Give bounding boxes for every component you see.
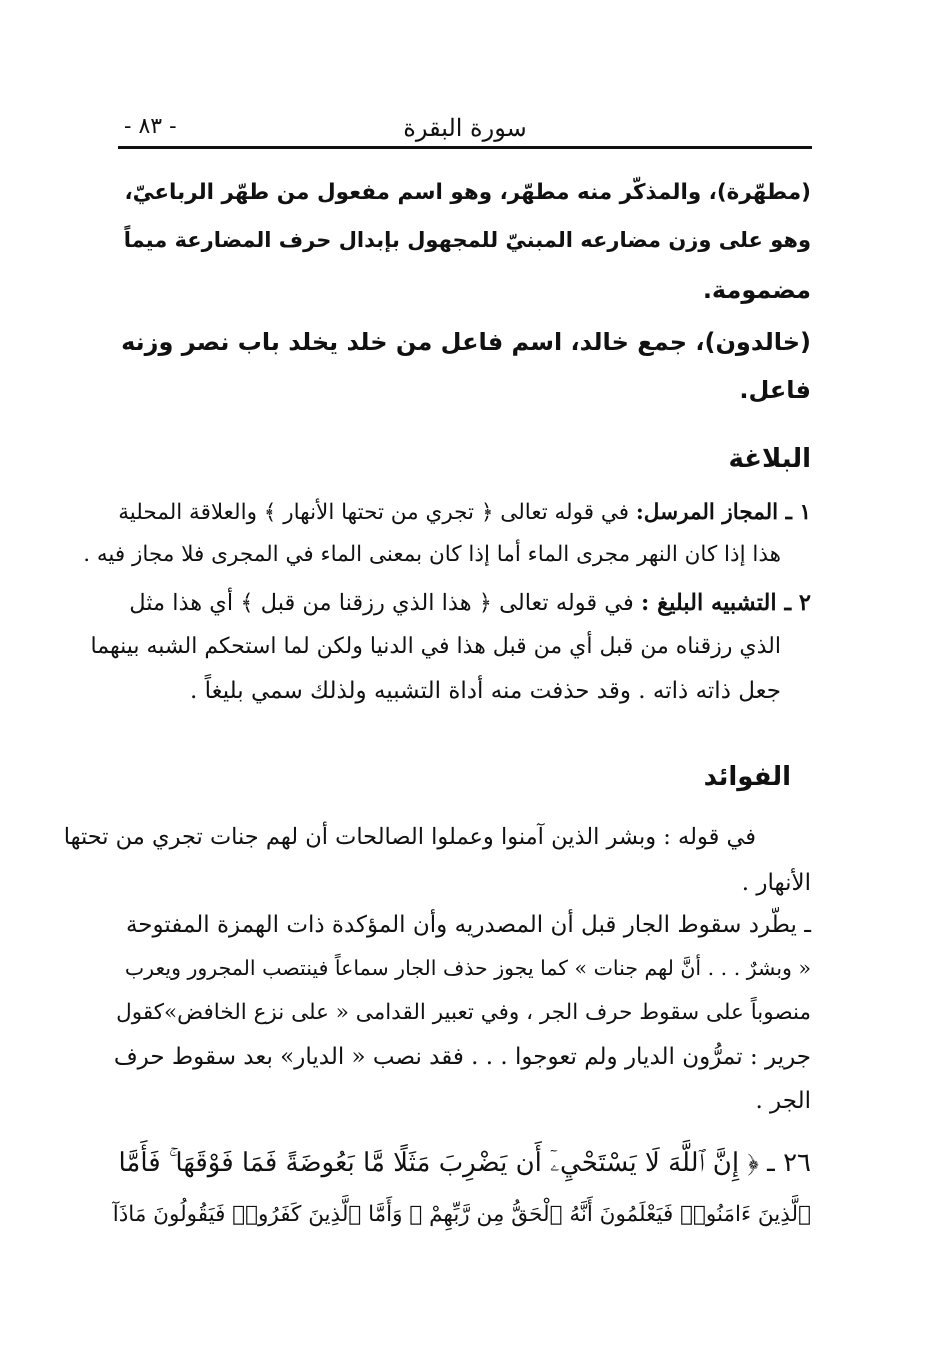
balagha-item-2-line-3: جعل ذاته ذاته . وقد حذفت منه أداة التشبيه ولذلك سمي بليغاً . (190, 678, 781, 704)
morphology-line-1: (مطهّرة)، والمذكّر منه مطهّر، وهو اسم مفعول من طهّر الرباعيّ، (124, 180, 811, 205)
surah-title: سورة البقرة (403, 114, 527, 142)
header-rule (118, 146, 812, 149)
fawaid-line-5: منصوباً على سقوط حرف الجر ، وفي تعبير القدامى « على نزع الخافض»كقول (116, 1000, 811, 1025)
balagha-item-2-title: ٢ ـ التشبيه البليغ : (640, 590, 811, 616)
fawaid-line-2: الأنهار . (741, 870, 811, 896)
balagha-item-1 (118, 500, 811, 525)
page-header (118, 112, 812, 148)
fawaid-line-1: في قوله : وبشر الذين آمنوا وعملوا الصالحات أن لهم جنات تجري من تحتها (63, 824, 756, 850)
morphology-line-2: وهو على وزن مضارعه المبنيّ للمجهول بإبدال حرف المضارعة ميماً (123, 228, 811, 252)
balagha-item-2 (129, 590, 811, 616)
verse-line-1: ٢٦ ـ ﴿ إِنَّ ٱللَّهَ لَا يَسْتَحْيِۦٓ أَن يَضْرِبَ مَثَلًا مَّا بَعُوضَةً فَمَا فَوْقَهَا ۚ فَأَمَّا (118, 1148, 811, 1178)
morphology-line-4: (خالدون)، جمع خالد، اسم فاعل من خلد يخلد باب نصر وزنه (121, 328, 811, 356)
morphology-line-5: فاعل. (739, 376, 811, 404)
morphology-line-3: مضمومة. (702, 276, 811, 304)
section-heading-balagha: البلاغة (728, 444, 811, 474)
balagha-item-1-text: في قوله تعالى ﴿ تجري من تحتها الأنهار ﴾ والعلاقة المحلية (118, 500, 630, 525)
balagha-item-2-line-2: الذي رزقناه من قبل أي من قبل هذا في الدنيا ولكن لما استحكم الشبه بينهما (90, 634, 781, 659)
fawaid-line-4: « وبشرٌ . . . أنَّ لهم جنات » كما يجوز حذف الجار سماعاً فينتصب المجرور ويعرب (124, 956, 811, 980)
section-heading-fawaid: الفوائد (703, 762, 791, 792)
verse-line-2: ٱلَّذِينَ ءَامَنُوا۟ فَيَعْلَمُونَ أَنَّهُ ٱلْحَقُّ مِن رَّبِّهِمْ ۖ وَأَمَّا ٱلَّذِينَ كَفَرُوا۟ فَيَقُولُونَ مَاذَآ (112, 1202, 811, 1227)
page-number: - ٨٣ - (124, 114, 177, 139)
fawaid-line-6: جرير : تمرُّون الديار ولم تعوجوا . . . فقد نصب « الديار» بعد سقوط حرف (113, 1044, 811, 1070)
fawaid-line-3: ـ يطّرد سقوط الجار قبل أن المصدريه وأن المؤكدة ذات الهمزة المفتوحة (125, 912, 811, 938)
balagha-item-1-title: ١ ـ المجاز المرسل: (635, 500, 811, 525)
balagha-item-1-line-2: هذا إذا كان النهر مجرى الماء أما إذا كان بمعنى الماء في المجرى فلا مجاز فيه . (83, 542, 781, 567)
fawaid-line-7: الجر . (755, 1088, 811, 1114)
balagha-item-2-text: في قوله تعالى ﴿ هذا الذي رزقنا من قبل ﴾ أي هذا مثل (129, 590, 634, 616)
